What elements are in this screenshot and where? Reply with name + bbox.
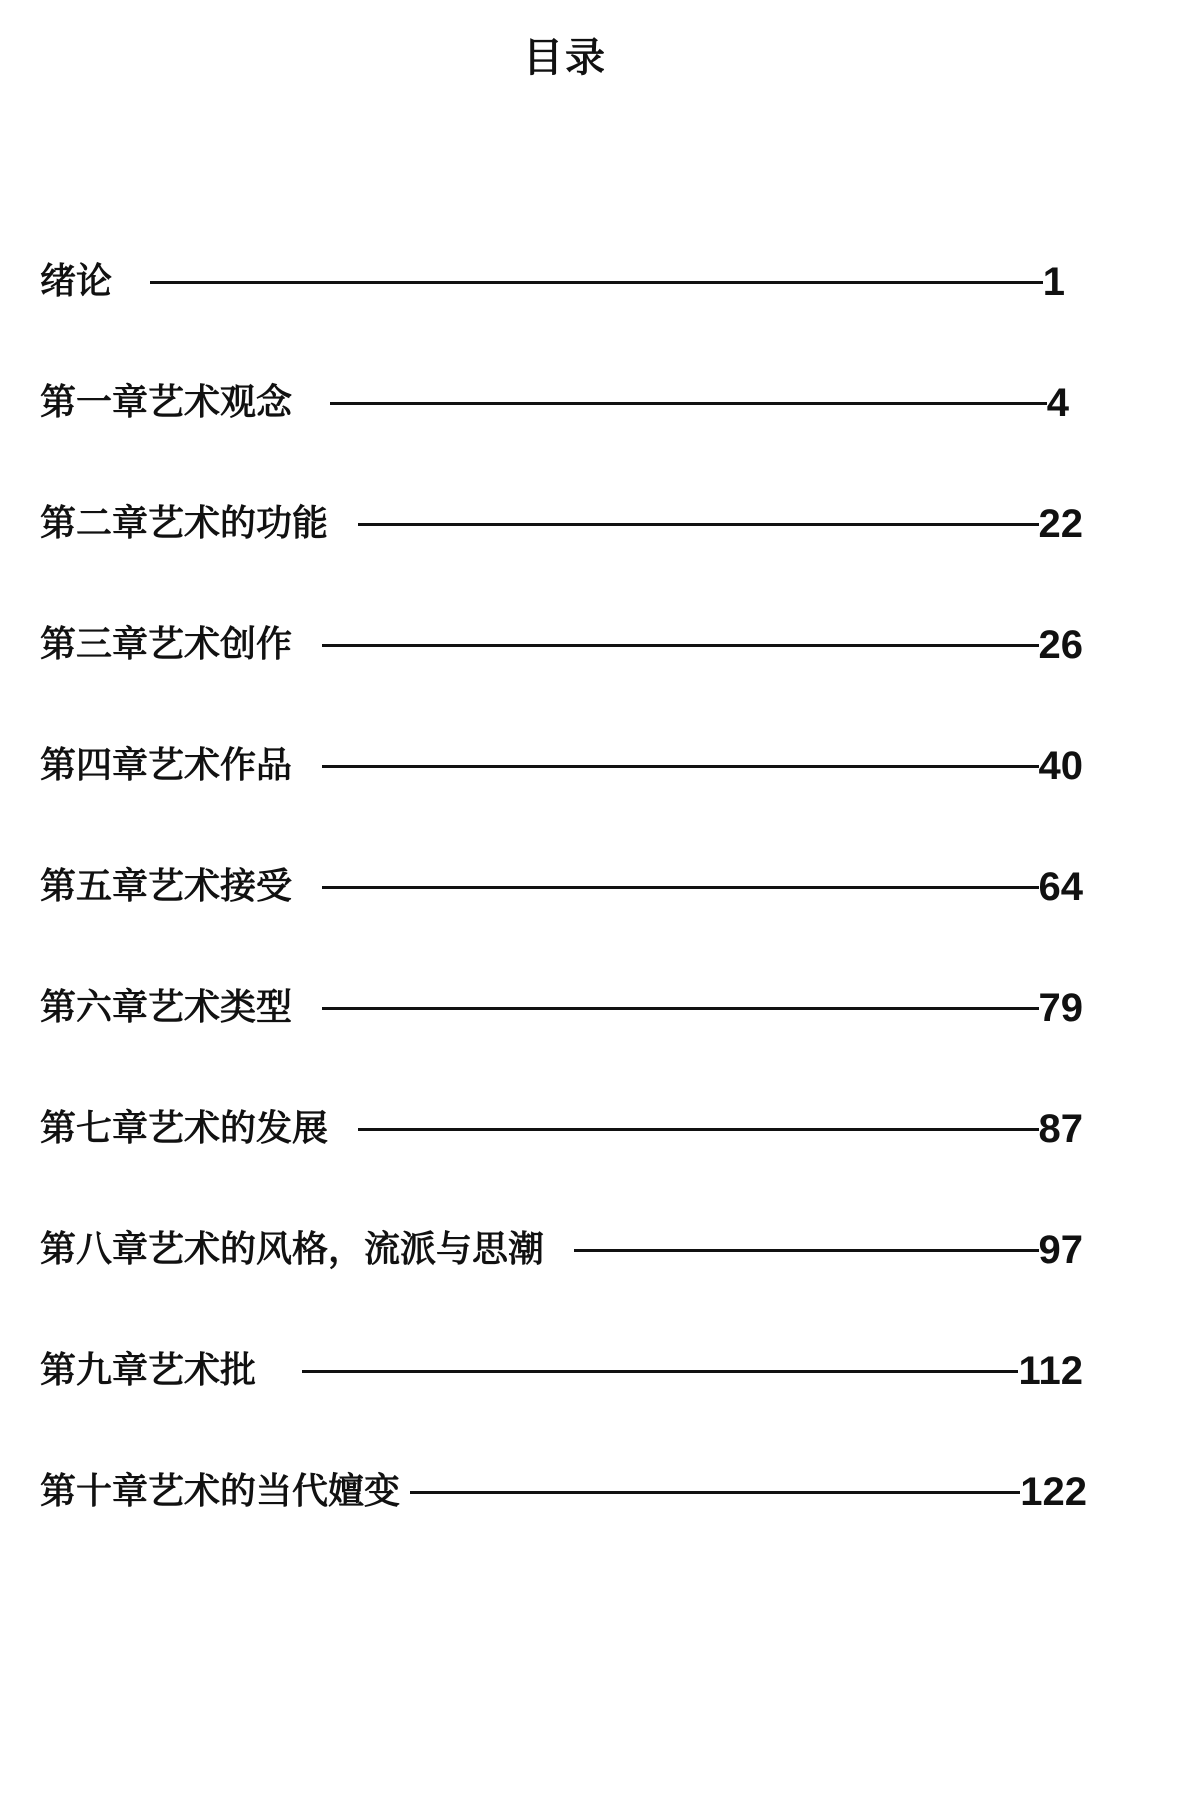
toc-leader-line: [322, 886, 1038, 889]
toc-entry-chapter-10[interactable]: [40, 1467, 1087, 1517]
toc-page-number: 4: [1046, 381, 1069, 425]
toc-page-number: 97: [1038, 1228, 1083, 1272]
toc-leader-line: [322, 765, 1038, 768]
toc-entry-label: 第六章艺术类型: [40, 987, 293, 1028]
toc-leader-line: [150, 281, 1043, 284]
toc-entry-label: 第一章艺术观念: [40, 382, 293, 423]
toc-entry-chapter-1[interactable]: [40, 378, 1069, 428]
toc-entry-chapter-4[interactable]: [40, 741, 1083, 791]
toc-leader-line: [574, 1249, 1038, 1252]
toc-leader-line: [330, 402, 1047, 405]
toc-entry-chapter-6[interactable]: [40, 983, 1083, 1033]
toc-entry-label: 第八章艺术的风格，流派与思潮: [40, 1229, 545, 1270]
toc-page-number: 112: [1018, 1349, 1083, 1393]
toc-leader-line: [302, 1370, 1018, 1373]
toc-leader-line: [410, 1491, 1020, 1494]
toc-entry-chapter-9[interactable]: [40, 1346, 1083, 1396]
toc-entry-chapter-2[interactable]: [40, 499, 1083, 549]
toc-entry-label: 第七章艺术的发展: [40, 1108, 329, 1149]
toc-entry-label: 绪论: [40, 261, 113, 302]
toc-entry-label: 第五章艺术接受: [40, 866, 293, 907]
toc-entry-chapter-5[interactable]: [40, 862, 1083, 912]
page-title: 目录: [523, 35, 607, 81]
toc-page-number: 40: [1038, 744, 1083, 788]
toc-entry-chapter-3[interactable]: [40, 620, 1083, 670]
toc-entry-label: 第三章艺术创作: [40, 624, 293, 665]
toc-leader-line: [322, 644, 1038, 647]
toc-page-number: 64: [1038, 865, 1083, 909]
toc-entry-label: 第十章艺术的当代嬗变: [40, 1471, 401, 1512]
toc-leader-line: [322, 1007, 1038, 1010]
toc-entry-introduction[interactable]: [40, 257, 1065, 307]
toc-page-number: 22: [1038, 502, 1083, 546]
toc-page-number: 122: [1020, 1470, 1087, 1514]
toc-entry-label: 第九章艺术批: [40, 1350, 257, 1391]
toc-page-number: 79: [1038, 986, 1083, 1030]
toc-entry-label: 第四章艺术作品: [40, 745, 293, 786]
toc-page-number: 26: [1038, 623, 1083, 667]
toc-entry-chapter-7[interactable]: [40, 1104, 1083, 1154]
toc-entry-label: 第二章艺术的功能: [40, 503, 329, 544]
toc-page-number: 87: [1038, 1107, 1083, 1151]
toc-entry-chapter-8[interactable]: [40, 1225, 1083, 1275]
toc-leader-line: [358, 523, 1038, 526]
toc-page-number: 1: [1042, 260, 1065, 304]
toc-leader-line: [358, 1128, 1038, 1131]
